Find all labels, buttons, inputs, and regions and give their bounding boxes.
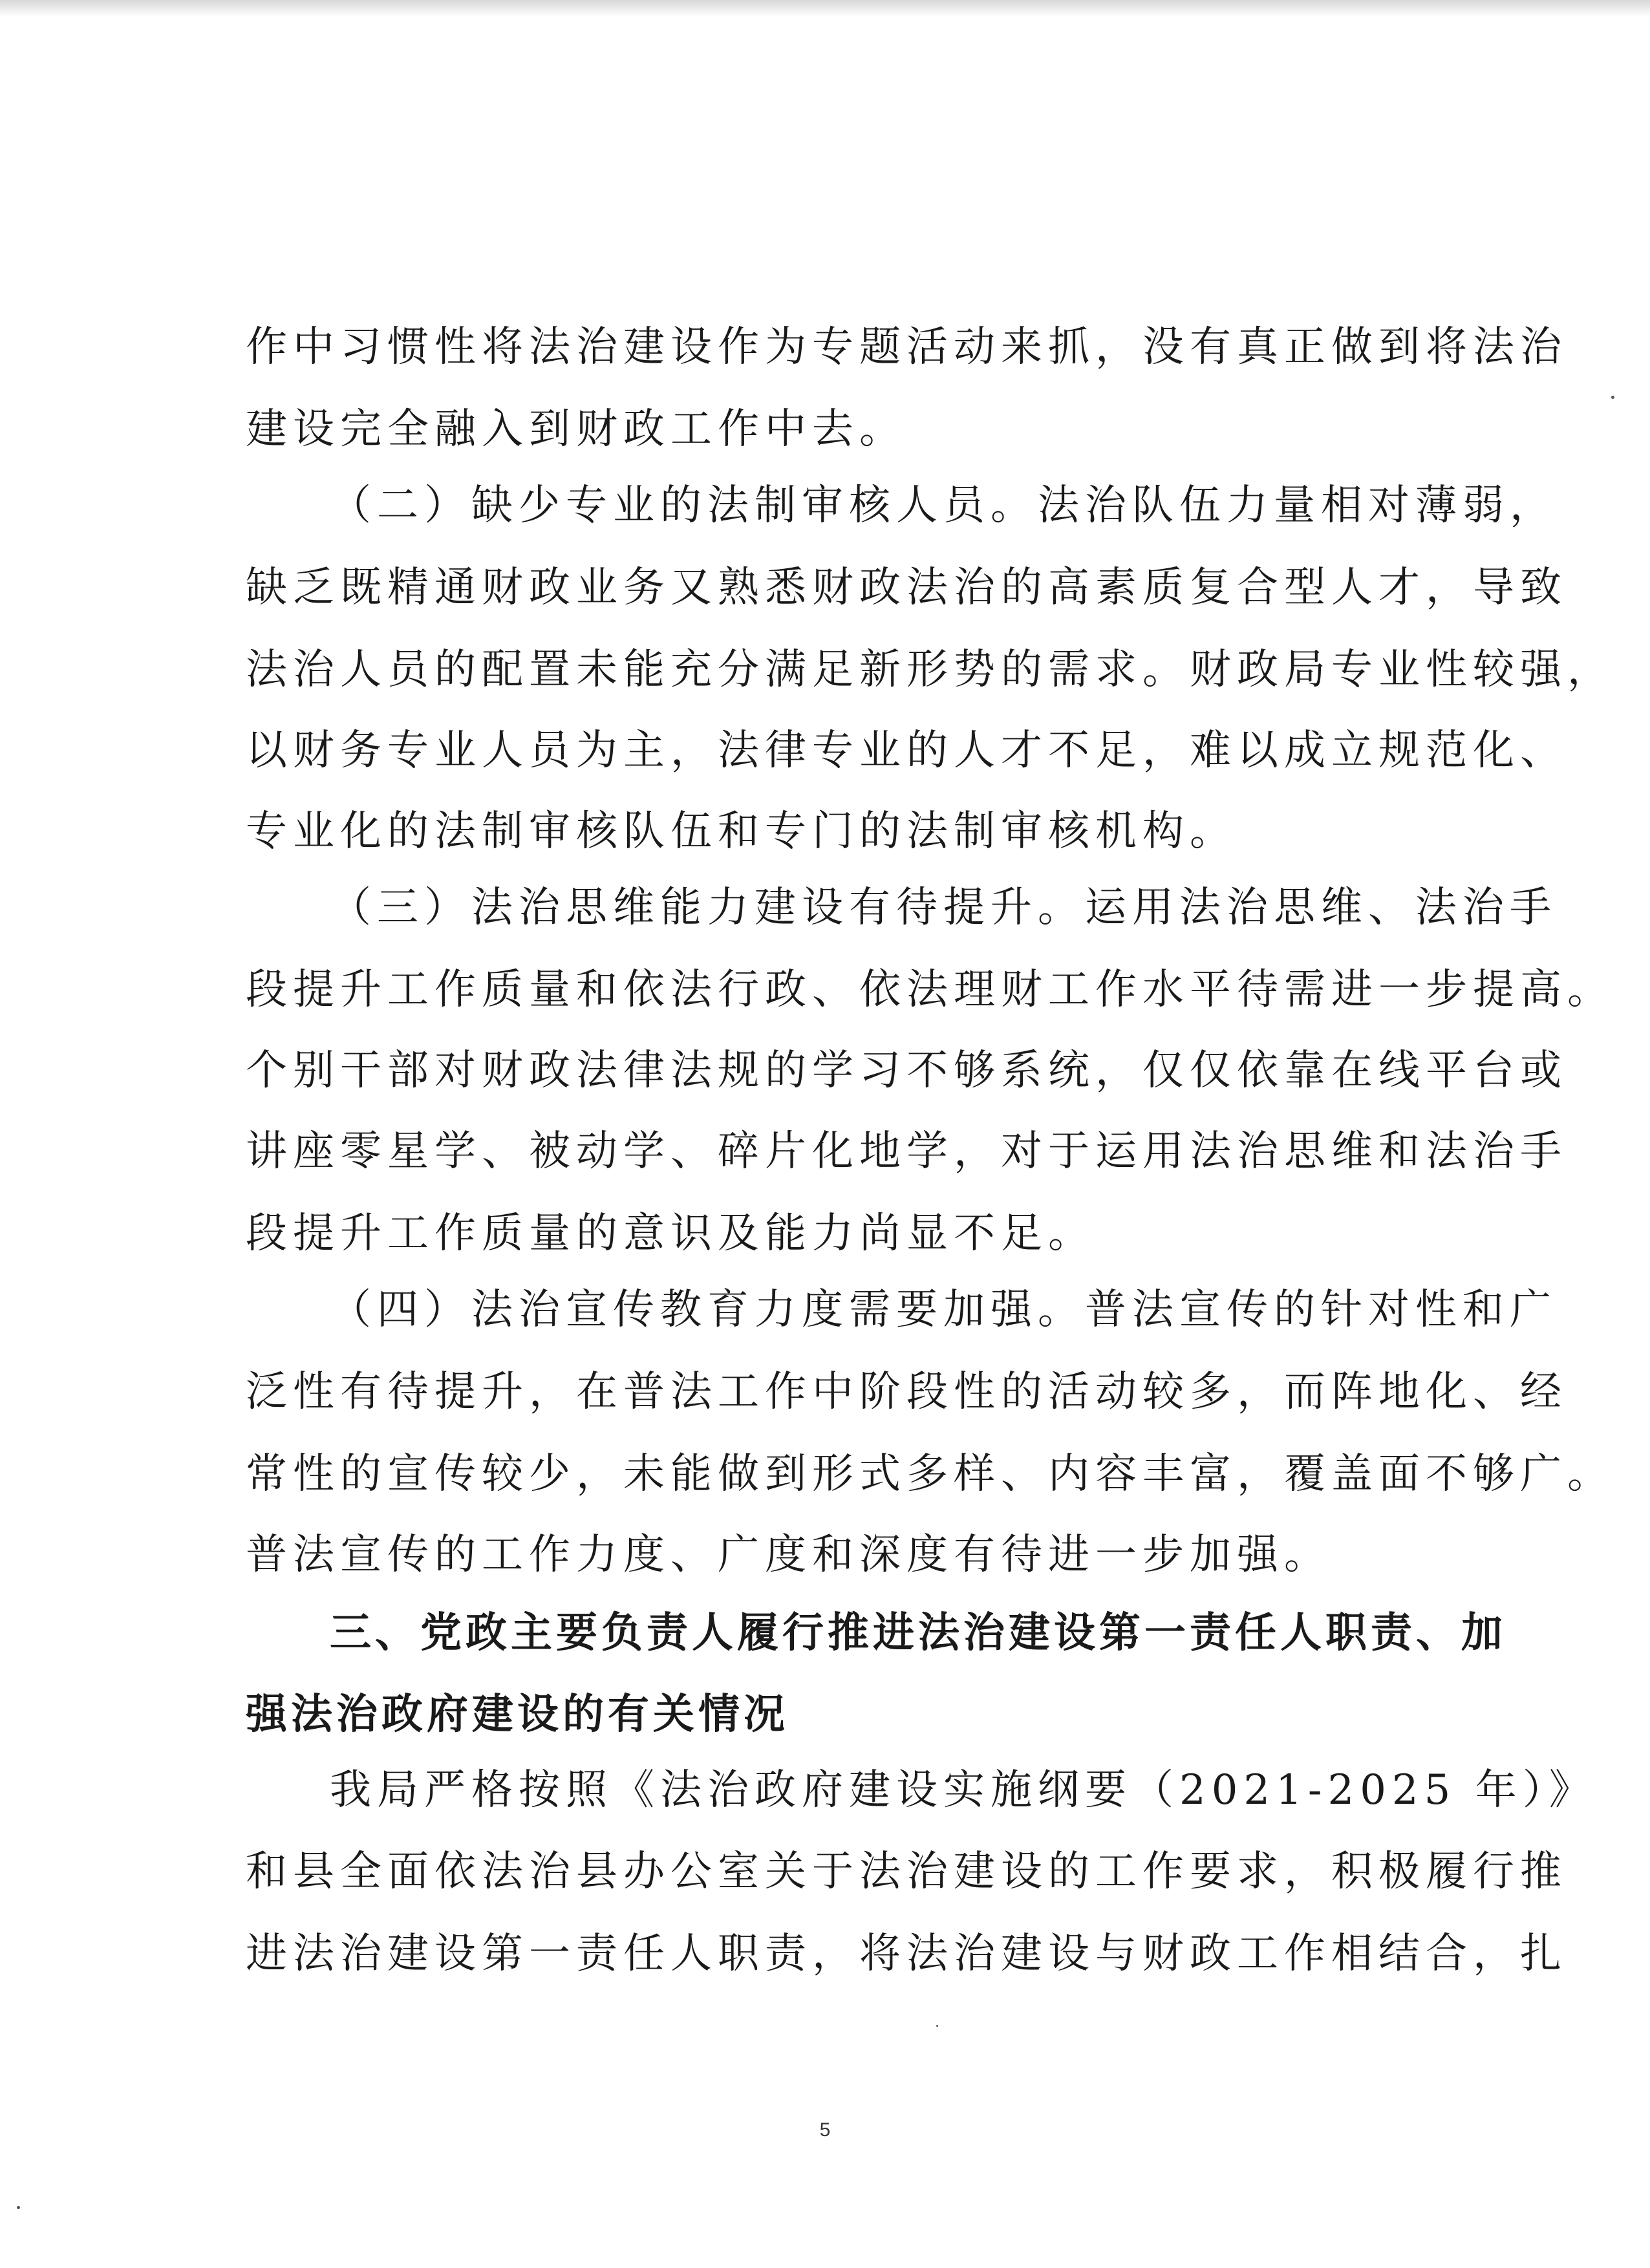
section-two-first-line: （二）缺少专业的法制审核人员。法治队伍力量相对薄弱， (330, 482, 1557, 530)
body-line: 专业化的法制审核队伍和专门的法制审核机构。 (246, 808, 1237, 855)
body-line: 泛性有待提升，在普法工作中阶段性的活动较多，而阵地化、经 (246, 1368, 1567, 1416)
body-line: 法治人员的配置未能充分满足新形势的需求。财政局专业性较强， (246, 646, 1614, 694)
body-line: 讲座零星学、被动学、碎片化地学，对于运用法治思维和法治手 (246, 1128, 1567, 1175)
section-three-first-line: （三）法治思维能力建设有待提升。运用法治思维、法治手 (330, 884, 1557, 932)
section-heading-continued: 强法治政府建设的有关情况 (246, 1691, 789, 1738)
body-line: 缺乏既精通财政业务又熟悉财政法治的高素质复合型人才，导致 (246, 564, 1567, 612)
scan-speck (17, 2206, 20, 2209)
section-heading: 三、党政主要负责人履行推进法治建设第一责任人职责、加 (330, 1609, 1506, 1657)
body-line: 建设完全融入到财政工作中去。 (246, 405, 906, 453)
body-line: 普法宣传的工作力度、广度和深度有待进一步加强。 (246, 1531, 1331, 1579)
body-line: 作中习惯性将法治建设作为专题活动来抓，没有真正做到将法治 (246, 323, 1567, 371)
body-line: 和县全面依法治县办公室关于法治建设的工作要求，积极履行推 (246, 1848, 1567, 1896)
body-line: 个别干部对财政法律法规的学习不够系统，仅仅依靠在线平台或 (246, 1047, 1567, 1095)
page-number: 5 (819, 2119, 831, 2141)
section-four-first-line: （四）法治宣传教育力度需要加强。普法宣传的针对性和广 (330, 1286, 1557, 1334)
body-line: 段提升工作质量的意识及能力尚显不足。 (246, 1210, 1095, 1257)
body-line: 常性的宣传较少，未能做到形式多样、内容丰富，覆盖面不够广。 (246, 1450, 1614, 1498)
body-line: 以财务专业人员为主，法律专业的人才不足，难以成立规范化、 (246, 727, 1567, 775)
body-line: 进法治建设第一责任人职责，将法治建设与财政工作相结合，扎 (246, 1930, 1567, 1978)
scan-top-edge (0, 0, 1650, 17)
scan-speck (1611, 396, 1614, 399)
body-line: 我局严格按照《法治政府建设实施纲要（2021-2025 年）》 (330, 1766, 1596, 1814)
body-line: 段提升工作质量和依法行政、依法理财工作水平待需进一步提高。 (246, 966, 1614, 1014)
scan-speck (936, 2025, 938, 2027)
